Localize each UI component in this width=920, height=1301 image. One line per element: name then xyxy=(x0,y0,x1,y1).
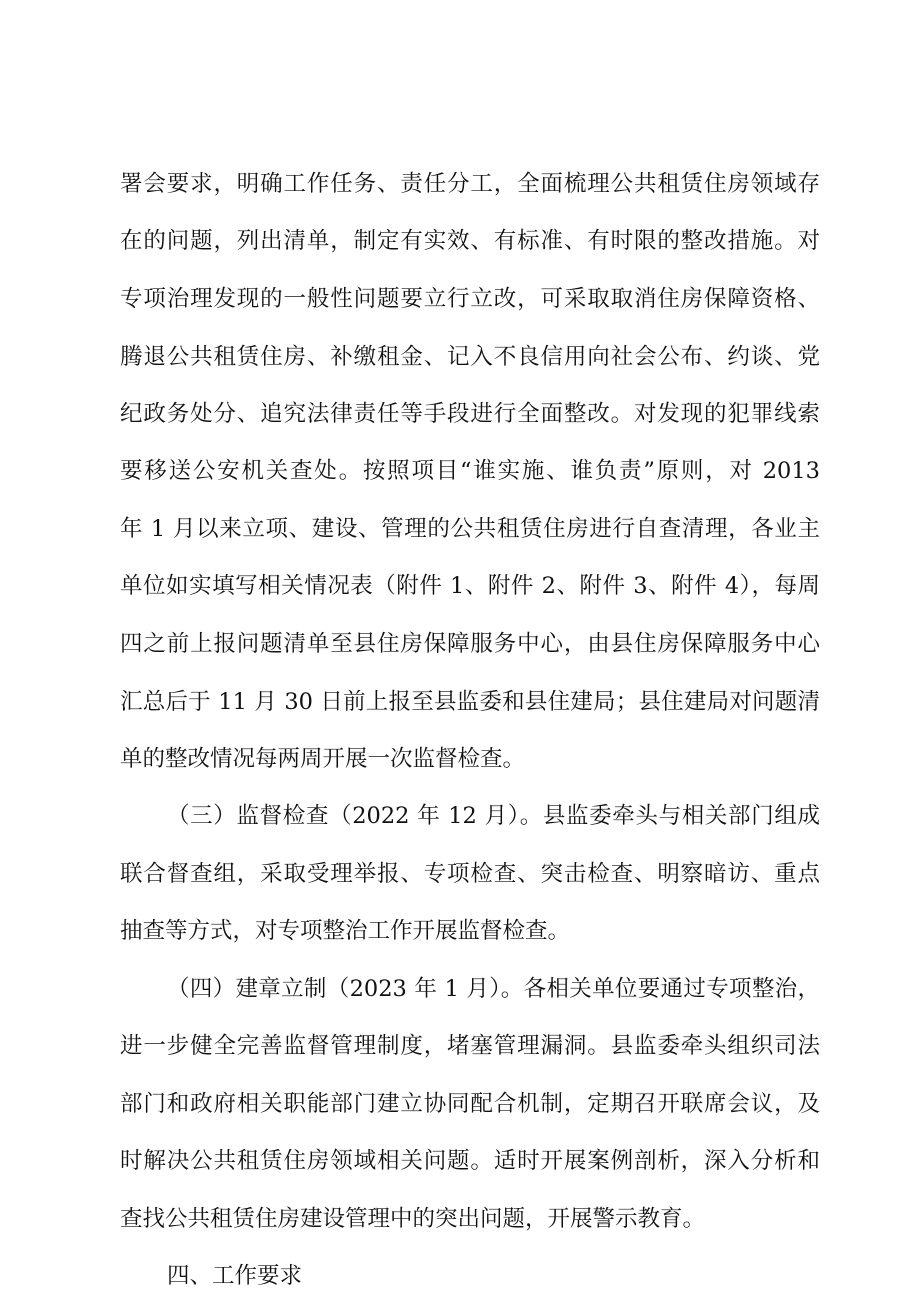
text-line: 部门和政府相关职能部门建立协同配合机制，定期召开联席会议，及 xyxy=(120,1091,820,1117)
text-line: 腾退公共租赁住房、补缴租金、记入不良信用向社会公布、约谈、党 xyxy=(120,344,820,370)
text-line: 单位如实填写相关情况表（附件 1、附件 2、附件 3、附件 4），每周 xyxy=(120,573,820,599)
text-line: 汇总后于 11 月 30 日前上报至县监委和县住建局；县住建局对问题清 xyxy=(120,689,820,715)
paragraph-first-line: （三）监督检查（2022 年 12 月）。县监委牵头与相关部门组成 xyxy=(167,803,820,829)
text-line: 纪政务处分、追究法律责任等手段进行全面整改。对发现的犯罪线索 xyxy=(120,401,820,427)
text-line: 进一步健全完善监督管理制度，堵塞管理漏洞。县监委牵头组织司法 xyxy=(120,1033,820,1059)
text-line: 四之前上报问题清单至县住房保障服务中心，由县住房保障服务中心 xyxy=(120,631,820,657)
paragraph-first-line: （四）建章立制（2023 年 1 月）。各相关单位要通过专项整治， xyxy=(167,976,820,1002)
section-heading: 四、工作要求 xyxy=(167,1263,303,1289)
text-line: 要移送公安机关查处。按照项目“谁实施、谁负责”原则，对 2013 xyxy=(120,458,820,484)
paragraph-last-line: 抽查等方式，对专项整治工作开展监督检查。 xyxy=(120,918,571,944)
text-line: 在的问题，列出清单，制定有实效、有标准、有时限的整改措施。对 xyxy=(120,228,820,254)
paragraph-last-line: 查找公共租赁住房建设管理中的突出问题，开展警示教育。 xyxy=(120,1206,706,1232)
text-line: 署会要求，明确工作任务、责任分工，全面梳理公共租赁住房领域存 xyxy=(120,171,820,197)
text-line: 时解决公共租赁住房领域相关问题。适时开展案例剖析，深入分析和 xyxy=(120,1148,820,1174)
text-line: 专项治理发现的一般性问题要立行立改，可采取取消住房保障资格、 xyxy=(120,286,820,312)
text-line: 联合督查组，采取受理举报、专项检查、突击检查、明察暗访、重点 xyxy=(120,861,820,887)
text-line: 年 1 月以来立项、建设、管理的公共租赁住房进行自查清理，各业主 xyxy=(120,516,820,542)
paragraph-last-line: 单的整改情况每两周开展一次监督检查。 xyxy=(120,746,526,772)
